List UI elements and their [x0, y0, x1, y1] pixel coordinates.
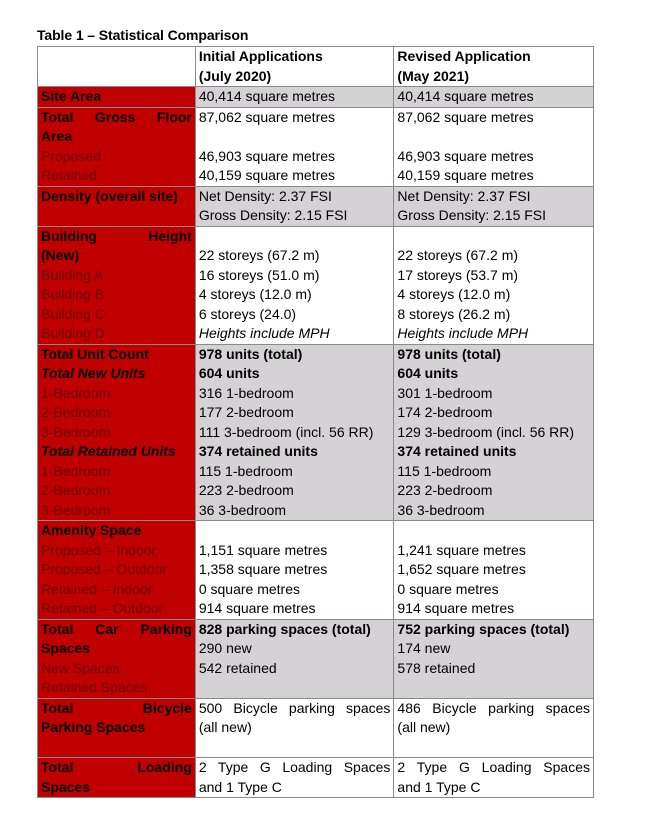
initial-loading-spaces [195, 758, 394, 798]
value: 2 Type G Loading Spaces [397, 759, 590, 775]
label-density [38, 186, 196, 226]
sub-label-retained-2br: 2-Bedroom [41, 482, 111, 498]
label-total-new-units: Total New Units [41, 365, 146, 381]
initial-site-area [195, 87, 394, 108]
sub-label-retained-1br: 1-Bedroom [41, 462, 111, 479]
value-new-total: 604 units [198, 365, 260, 381]
table-caption: Table 1 – Statistical Comparison [37, 27, 249, 43]
header-initial-line2: (July 2020) [198, 67, 272, 84]
sub-label-building-c: Building C [41, 305, 105, 322]
value-note: Heights include MPH [198, 325, 330, 341]
row-gross-floor-area [38, 107, 594, 186]
revised-amenity-space [394, 521, 594, 620]
label-gross-floor-area [38, 107, 196, 186]
value-gross: Gross Density: 2.15 FSI [397, 207, 547, 223]
value-note: Heights include MPH [397, 325, 529, 341]
value-total: 752 parking spaces (total) [397, 620, 570, 637]
value: 914 square metres [198, 600, 316, 616]
initial-amenity-space [195, 521, 394, 620]
row-loading-spaces [38, 758, 594, 798]
label-text: Amenity Space [41, 522, 142, 538]
initial-gross-floor-area [195, 107, 394, 186]
value: 40,414 square metres [397, 88, 534, 104]
row-unit-count [38, 344, 594, 521]
revised-building-height [394, 226, 594, 344]
revised-gross-floor-area [394, 107, 594, 186]
header-row [38, 47, 594, 87]
value-total: 978 units (total) [198, 345, 303, 362]
label-line2: Spaces [41, 778, 91, 795]
value-new: 290 new [198, 640, 252, 656]
value: 8 storeys (26.2 m) [397, 305, 511, 322]
label-bicycle-parking [38, 698, 196, 758]
value: 17 storeys (53.7 m) [397, 266, 519, 283]
initial-unit-count [195, 344, 394, 521]
row-density [38, 186, 594, 226]
label-total-retained-units: Total Retained Units [41, 443, 176, 459]
value: 2 Type G Loading Spaces [198, 759, 391, 775]
value-gross: Gross Density: 2.15 FSI [198, 207, 348, 223]
row-car-parking [38, 619, 594, 698]
value: 129 3-bedroom (incl. 56 RR) [397, 423, 575, 440]
value-proposed: 46,903 square metres [397, 147, 534, 164]
value: 223 2-bedroom [198, 482, 294, 498]
header-revised-line2: (May 2021) [397, 67, 470, 84]
label-total-unit-count: Total Unit Count [41, 345, 149, 362]
value: 316 1-bedroom [198, 384, 294, 401]
value-retained-total: 374 retained units [198, 443, 318, 459]
label-car-parking [38, 619, 196, 698]
sub-label-proposed: Proposed [41, 147, 101, 164]
sub-label: Proposed – Indoor [41, 541, 157, 558]
value: 0 square metres [397, 580, 499, 597]
label-amenity-space [38, 521, 196, 620]
value: 111 3-bedroom (incl. 56 RR) [198, 423, 374, 440]
label-line1: Total Bicycle [41, 699, 192, 716]
header-revised-line1: Revised Application [397, 48, 531, 64]
header-initial-line1: Initial Applications [198, 48, 323, 64]
value-net: Net Density: 2.37 FSI [397, 187, 531, 204]
value: 4 storeys (12.0 m) [397, 286, 511, 302]
value: 1,241 square metres [397, 541, 526, 558]
sub-label-new-2br: 2-Bedroom [41, 404, 111, 420]
label-line1: Total Car Parking [41, 620, 192, 637]
sub-label-new-3br: 3-Bedroom [41, 423, 111, 440]
value: 22 storeys (67.2 m) [198, 247, 320, 263]
label-line2: Area [41, 128, 73, 144]
label-line2: Parking Spaces [41, 719, 146, 735]
value-retained: 40,159 square metres [397, 167, 534, 183]
label-line2: Spaces [41, 640, 91, 656]
value-retained: 578 retained [397, 659, 476, 676]
row-bicycle-parking [38, 698, 594, 758]
statistical-comparison-table [37, 46, 594, 798]
sub-label-new-1br: 1-Bedroom [41, 384, 111, 401]
initial-car-parking [195, 619, 394, 698]
value-note: (all new) [397, 719, 451, 735]
label-text: Density (overall site) [41, 187, 178, 204]
revised-unit-count [394, 344, 594, 521]
sub-label-retained: Retained [41, 167, 98, 183]
value-total: 828 parking spaces (total) [198, 620, 371, 637]
label-text: Site Area [41, 88, 102, 104]
label-line2: (New) [41, 247, 80, 263]
revised-loading-spaces [394, 758, 594, 798]
value: 1,151 square metres [198, 541, 328, 558]
header-empty-cell [38, 47, 196, 87]
value: 36 3-bedroom [198, 501, 286, 518]
sub-label-retained: Retained Spaces [41, 679, 148, 695]
value: 0 square metres [198, 580, 300, 597]
value-total: 87,062 square metres [397, 108, 534, 125]
value-net: Net Density: 2.37 FSI [198, 187, 332, 204]
value-total: 978 units (total) [397, 345, 501, 362]
sub-label-retained-3br: 3-Bedroom [41, 501, 111, 518]
value-new: 174 new [397, 640, 451, 656]
label-line1: Total Gross Floor [41, 108, 192, 125]
revised-car-parking [394, 619, 594, 698]
sub-label: Proposed – Outdoor [41, 561, 168, 577]
value: 6 storeys (24.0) [198, 305, 297, 322]
sub-label-building-d: Building D [41, 325, 105, 341]
sub-label-new: New Spaces [41, 659, 120, 676]
value: 301 1-bedroom [397, 384, 493, 401]
value: 1,358 square metres [198, 561, 328, 577]
value: 115 1-bedroom [397, 462, 492, 479]
initial-density [195, 186, 394, 226]
value-retained-total: 374 retained units [397, 443, 517, 459]
value: 177 2-bedroom [198, 404, 294, 420]
revised-density [394, 186, 594, 226]
value: 1,652 square metres [397, 561, 526, 577]
value: 36 3-bedroom [397, 501, 485, 518]
row-building-height [38, 226, 594, 344]
value: 22 storeys (67.2 m) [397, 247, 519, 263]
initial-building-height [195, 226, 394, 344]
value-proposed: 46,903 square metres [198, 147, 336, 164]
sub-label-building-a: Building A [41, 266, 104, 283]
sub-label: Retained – Indoor [41, 580, 153, 597]
revised-site-area [394, 87, 594, 108]
label-building-height [38, 226, 196, 344]
value-new-total: 604 units [397, 365, 459, 381]
value-note: (all new) [198, 719, 252, 735]
value: 115 1-bedroom [198, 462, 293, 479]
value: and 1 Type C [397, 778, 481, 795]
label-site-area [38, 87, 196, 108]
value: 486 Bicycle parking spaces [397, 699, 590, 716]
revised-bicycle-parking [394, 698, 594, 758]
value-retained: 542 retained [198, 659, 277, 676]
value: 16 storeys (51.0 m) [198, 266, 320, 283]
label-line1: Building Height [41, 227, 192, 244]
value: 4 storeys (12.0 m) [198, 286, 312, 302]
value: 40,414 square metres [198, 88, 336, 104]
row-site-area [38, 87, 594, 108]
value: 914 square metres [397, 600, 515, 616]
label-line1: Total Loading [41, 759, 192, 775]
value-total: 87,062 square metres [198, 108, 336, 125]
row-amenity-space [38, 521, 594, 620]
label-loading-spaces [38, 758, 196, 798]
header-revised [394, 47, 594, 87]
value: 500 Bicycle parking spaces [198, 699, 391, 716]
header-initial [195, 47, 394, 87]
sub-label: Retained – Outdoor [41, 600, 164, 616]
value: 174 2-bedroom [397, 404, 493, 420]
value: 223 2-bedroom [397, 482, 493, 498]
value-retained: 40,159 square metres [198, 167, 336, 183]
label-unit-count [38, 344, 196, 521]
value: and 1 Type C [198, 778, 282, 795]
sub-label-building-b: Building B [41, 286, 105, 302]
initial-bicycle-parking [195, 698, 394, 758]
